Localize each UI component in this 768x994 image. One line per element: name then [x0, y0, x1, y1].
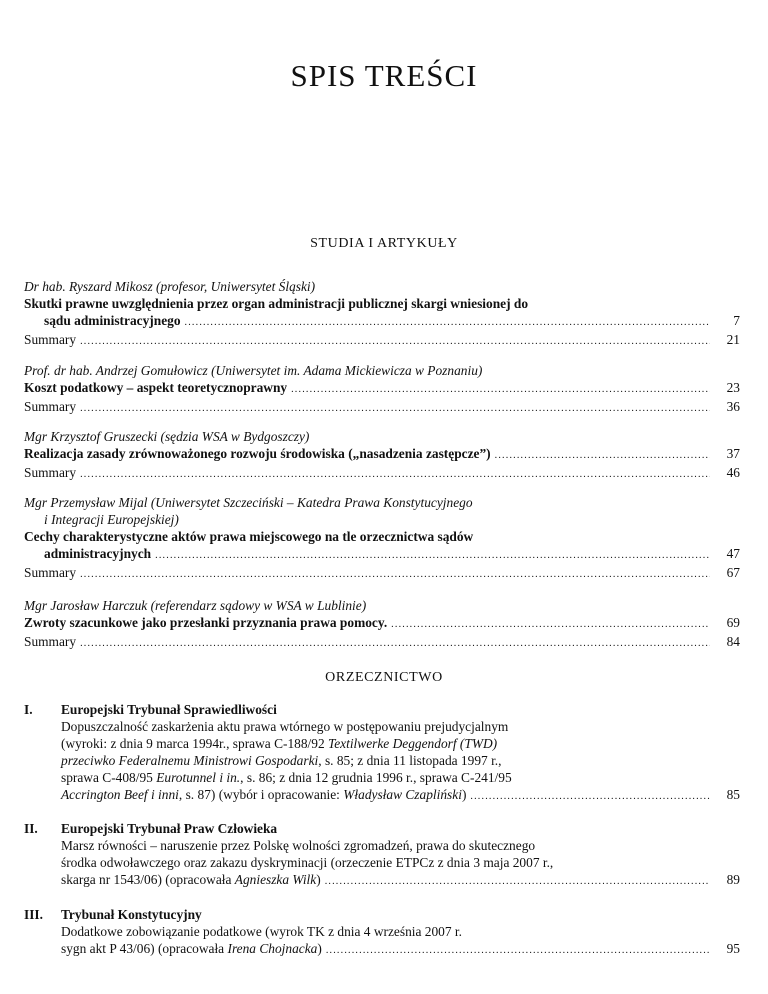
entry-title-line	[24, 614, 740, 633]
entry-page: 23	[726, 380, 740, 395]
court-page: 95	[726, 941, 740, 956]
summary-label: Summary	[24, 399, 77, 414]
summary-page: 84	[726, 634, 740, 649]
entry-title-line	[24, 379, 740, 398]
court-line: przeciwko Federalnemu Ministrowi Gospodarki, s. 85; z dnia 11 listopada 1997 r.,	[61, 753, 502, 768]
entry-author: Mgr Krzysztof Gruszecki (sędzia WSA w Bydgoszczy)	[24, 429, 310, 444]
court-number: I.	[24, 702, 33, 717]
court-name: Trybunał Konstytucyjny	[61, 907, 202, 922]
court-line: Dodatkowe zobowiązanie podatkowe (wyrok TK z dnia 4 września 2007 r.	[61, 924, 462, 939]
summary-label: Summary	[24, 565, 77, 580]
entry-author: Prof. dr hab. Andrzej Gomułowicz (Uniwersytet im. Adama Mickiewicza w Poznaniu)	[24, 363, 483, 378]
summary-page: 46	[726, 465, 740, 480]
summary-line	[24, 564, 740, 583]
entry-title: Zwroty szacunkowe jako przesłanki przyznania prawa pomocy.	[24, 615, 388, 630]
entry-author: Mgr Jarosław Harczuk (referendarz sądowy w WSA w Lublinie)	[24, 598, 367, 613]
dot-leader	[185, 314, 710, 331]
court-name: Europejski Trybunał Praw Człowieka	[61, 821, 278, 836]
dot-leader	[326, 942, 710, 959]
court-entry-1	[24, 701, 740, 805]
entry-page: 37	[726, 446, 740, 461]
dot-leader	[470, 788, 710, 805]
section-heading-orzecznictwo: ORZECZNICTWO	[325, 670, 443, 685]
court-entry-3	[24, 906, 740, 959]
court-line: Dopuszczalność zaskarżenia aktu prawa wtórnego w postępowaniu prejudycjalnym	[61, 719, 509, 734]
entry-page: 7	[733, 313, 740, 328]
court-line-last: skarga nr 1543/06) (opracowała Agnieszka Wilk) ..... 89	[61, 871, 740, 890]
toc-entry-4	[24, 494, 740, 583]
toc-entry-3	[24, 428, 740, 483]
court-line: (wyroki: z dnia 9 marca 1994r., sprawa C-188/92 Textilwerke Deggendorf (TWD)	[61, 736, 498, 751]
section-heading-studia: STUDIA I ARTYKUŁY	[310, 236, 458, 251]
entry-title-line	[24, 545, 740, 564]
entry-author: Mgr Przemysław Mijal (Uniwersytet Szczeciński – Katedra Prawa Konstytucyjnego	[24, 495, 473, 510]
toc-entry-2	[24, 362, 740, 417]
court-line: środka odwoławczego oraz zakazu dyskryminacji (orzeczenie ETPCz z dnia 3 maja 2007 r.,	[61, 855, 554, 870]
dot-leader	[495, 447, 710, 464]
court-number: III.	[24, 907, 43, 922]
entry-title: Koszt podatkowy – aspekt teoretycznoprawny	[24, 380, 288, 395]
entry-page: 69	[726, 615, 740, 630]
entry-title-cont: sądu administracyjnego	[44, 313, 181, 328]
court-line-last: Accrington Beef i inni, s. 87) (wybór i opracowanie: Władysław Czapliński) ..... 85	[61, 786, 740, 805]
entry-title: Realizacja zasady zrównoważonego rozwoju środowiska („nasadzenia zastępcze”)	[24, 446, 491, 461]
summary-label: Summary	[24, 332, 77, 347]
dot-leader	[80, 635, 710, 652]
entry-title: Skutki prawne uwzględnienia przez organ administracji publicznej skargi wniesionej do	[24, 296, 529, 311]
entry-title-cont: administracyjnych	[44, 546, 152, 561]
court-name: Europejski Trybunał Sprawiedliwości	[61, 702, 277, 717]
court-page: 85	[726, 787, 740, 802]
dot-leader	[80, 566, 710, 583]
dot-leader	[391, 616, 710, 633]
dot-leader	[80, 466, 710, 483]
dot-leader	[291, 381, 710, 398]
summary-page: 21	[726, 332, 740, 347]
dot-leader	[155, 547, 710, 564]
toc-entry-1	[24, 278, 740, 350]
court-entry-2	[24, 820, 740, 890]
court-line: Marsz równości – naruszenie przez Polskę wolności zgromadzeń, prawa do skutecznego	[61, 838, 536, 853]
court-number: II.	[24, 821, 38, 836]
dot-leader	[325, 873, 710, 890]
summary-label: Summary	[24, 634, 77, 649]
entry-author-cont: i Integracji Europejskiej)	[44, 512, 179, 527]
summary-label: Summary	[24, 465, 77, 480]
summary-page: 67	[726, 565, 740, 580]
entry-page: 47	[726, 546, 740, 561]
summary-line	[24, 398, 740, 417]
page-title: SPIS TREŚCI	[290, 58, 478, 93]
entry-author: Dr hab. Ryszard Mikosz (profesor, Uniwersytet Śląski)	[24, 279, 316, 294]
summary-line	[24, 633, 740, 652]
summary-page: 36	[726, 399, 740, 414]
entry-title-line	[24, 445, 740, 464]
dot-leader	[80, 400, 710, 417]
summary-line	[24, 464, 740, 483]
court-line-last: sygn akt P 43/06) (opracowała Irena Chojnacka) ..... 95	[61, 940, 740, 959]
entry-title-line	[24, 312, 740, 331]
court-page: 89	[726, 872, 740, 887]
court-line: sprawa C-408/95 Eurotunnel i in., s. 86; z dnia 12 grudnia 1996 r., sprawa C-241/95	[61, 770, 512, 785]
toc-entry-5	[24, 597, 740, 652]
dot-leader	[80, 333, 710, 350]
entry-title: Cechy charakterystyczne aktów prawa miejscowego na tle orzecznictwa sądów	[24, 529, 474, 544]
summary-line	[24, 331, 740, 350]
